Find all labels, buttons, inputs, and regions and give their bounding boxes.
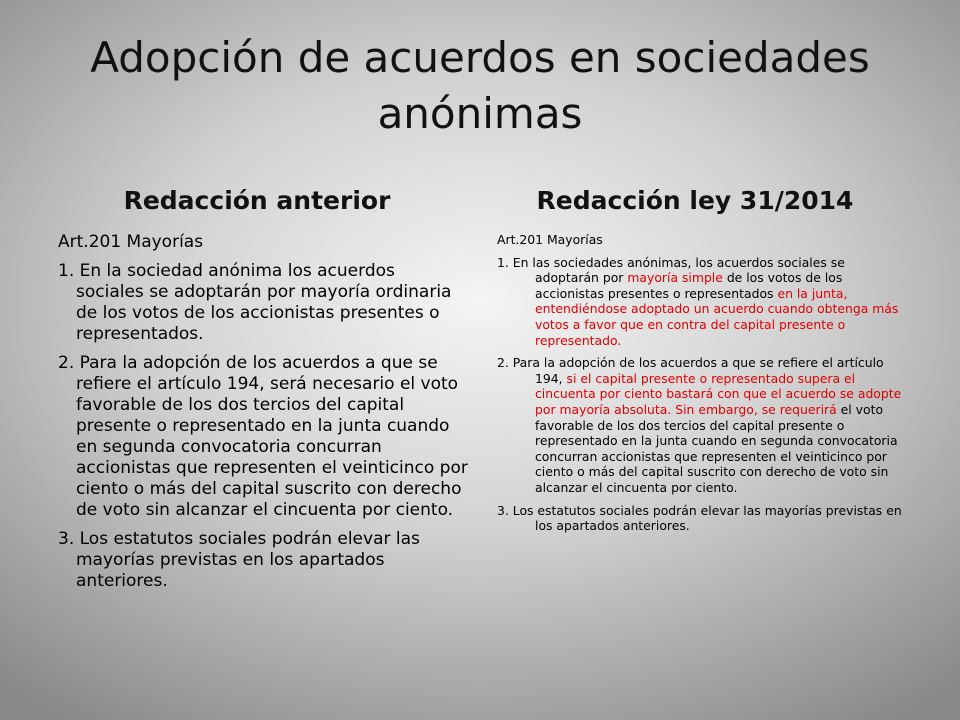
right-paragraph-3: 3. Los estatutos sociales podrán elevar las mayorías previstas en los apartados anteriores.	[497, 502, 902, 534]
right-p1-text-a: 1. En las sociedades anónimas, los acuerdos sociales se adoptarán por	[497, 254, 845, 286]
right-p2-highlight: si el capital presente o representado supera el cincuenta por ciento bastará con que el acuerdo se adopte por mayoría absoluta. Sin embargo, se requerirá	[535, 370, 902, 417]
right-p1-highlight-2: en la junta, entendiéndose adoptado un acuerdo cuando obtenga más votos a favor que en contra del capital presente o representado.	[535, 285, 899, 348]
right-p2-text-a: 2. Para la adopción de los acuerdos a que se refiere el artículo 194,	[497, 355, 884, 386]
right-column-heading: Redacción ley 31/2014	[536, 186, 854, 215]
right-p2-text-b: el voto favorable de los dos tercios del capital presente o representado en la junta cuando en segunda convocatoria concurran accionistas que representen el veinticinco por ciento o más del capital suscrito con derecho de voto sin alcanzar el cincuenta por ciento.	[535, 401, 898, 495]
right-article-title: Art.201 Mayorías	[497, 232, 603, 247]
right-p1-highlight-1: mayoría simple	[627, 270, 723, 286]
right-paragraph-2	[497, 355, 909, 495]
left-column-body	[58, 232, 468, 600]
slide-title: Adopción de acuerdos en sociedades anónimas	[90, 33, 870, 138]
right-paragraph-1	[497, 255, 909, 349]
left-paragraph-2: 2. Para la adopción de los acuerdos a que se refiere el artículo 194, será necesario el voto favorable de los dos tercios del capital presente o representado en la junta cuando en segunda convocatoria concurran accionistas que representen el veinticinco por ciento o más del capital suscrito con derecho de voto sin alcanzar el cincuenta por ciento.	[58, 353, 468, 520]
right-p1-text-b: de los votos de los accionistas presentes o representados	[535, 270, 843, 301]
left-column-heading: Redacción anterior	[123, 186, 391, 215]
left-article-title: Art.201 Mayorías	[58, 232, 204, 252]
left-paragraph-1: 1. En la sociedad anónima los acuerdos sociales se adoptarán por mayoría ordinaria de los votos de los accionistas presentes o representados.	[58, 261, 452, 344]
left-paragraph-3: 3. Los estatutos sociales podrán elevar las mayorías previstas en los apartados anteriores.	[58, 529, 420, 591]
right-column-body	[497, 232, 909, 541]
